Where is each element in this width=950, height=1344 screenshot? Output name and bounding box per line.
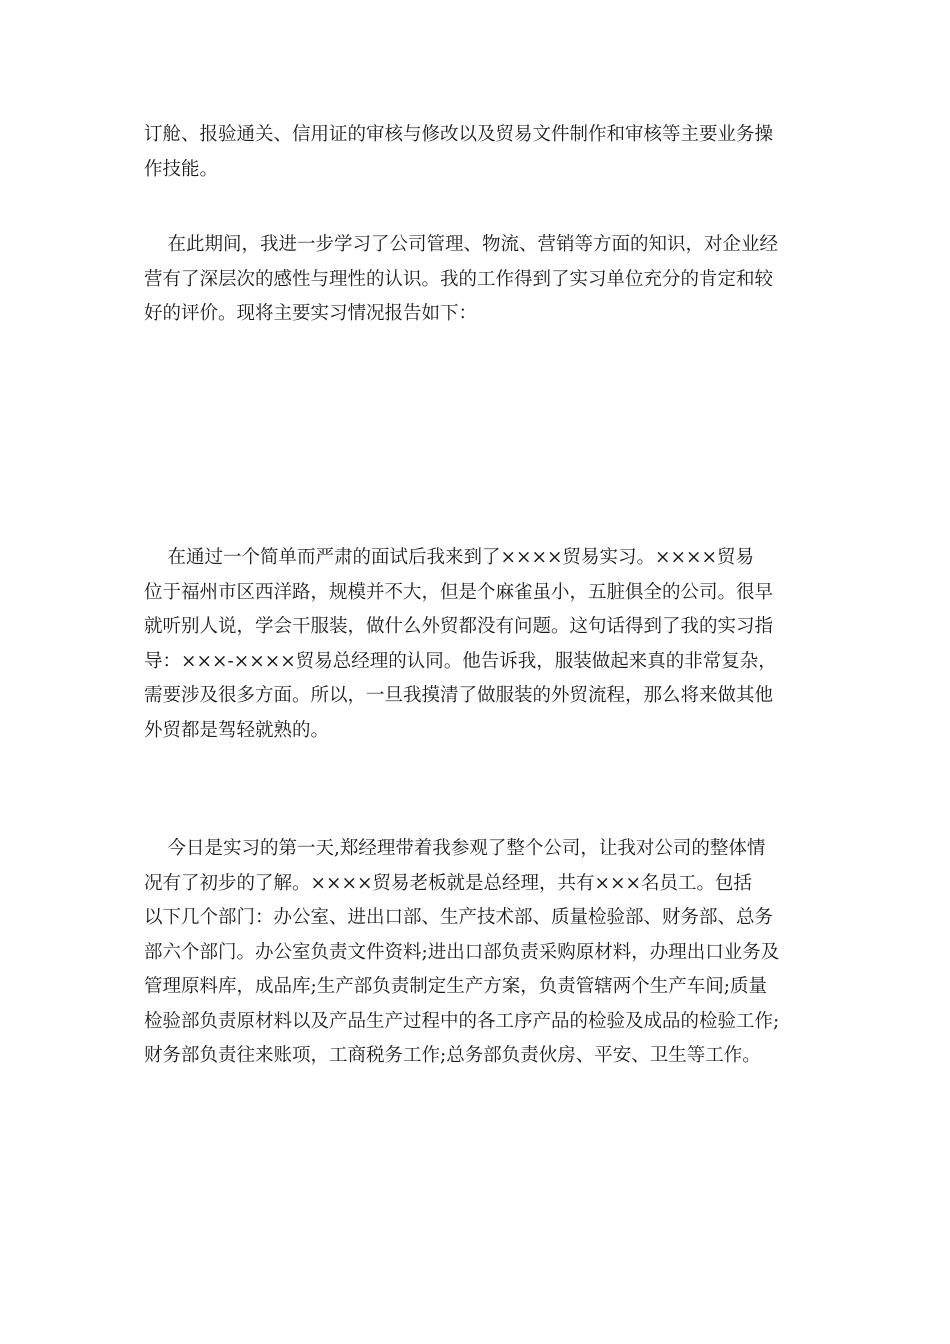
- paragraph-booking-skills: 订舱、报验通关、信用证的审核与修改以及贸易文件制作和审核等主要业务操 作技能。: [144, 124, 774, 180]
- paragraph-learning-period: 在此期间，我进一步学习了公司管理、物流、营销等方面的知识，对企业经 营有了深层次的感性与理性的认识。我的工作得到了实习单位充分的肯定和较 好的评价。现将主要实习情况报告如下：: [144, 234, 779, 324]
- paragraph-first-day: 今日是实习的第一天,郑经理带着我参观了整个公司，让我对公司的整体情 况有了初步的了解。××××贸易老板就是总经理，共有×××名员工。包括 以下几个部门：办公室、进出口部、生产技术部、质量检验部、财务部、总务 部六个部门。办公室负责文件资料;进出口部负责采购原材料，办理出口业务及 管理原料库，成品库;生产部负责制定生产方案，负责管辖两个生产车间;质量 检验部负责原材料以及产品生产过程中的各工序产品的检验及成品的检验工作; 财务部负责往来账项，工商税务工作;总务部负责伙房、平安、卫生等工作。: [144, 838, 780, 1066]
- paragraph-company-intro: 在通过一个简单而严肃的面试后我来到了××××贸易实习。××××贸易 位于福州市区西洋路，规模并不大，但是个麻雀虽小，五脏俱全的公司。很早 就听别人说，学会干服装，做什么外贸都没有问题。这句话得到了我的实习指 导：×××-××××贸易总经理的认同。他告诉我，服装做起来真的非常复杂， 需要涉及很多方面。所以，一旦我摸清了做服装的外贸流程，那么将来做其他 外贸都是驾轻就熟的。: [144, 547, 777, 741]
